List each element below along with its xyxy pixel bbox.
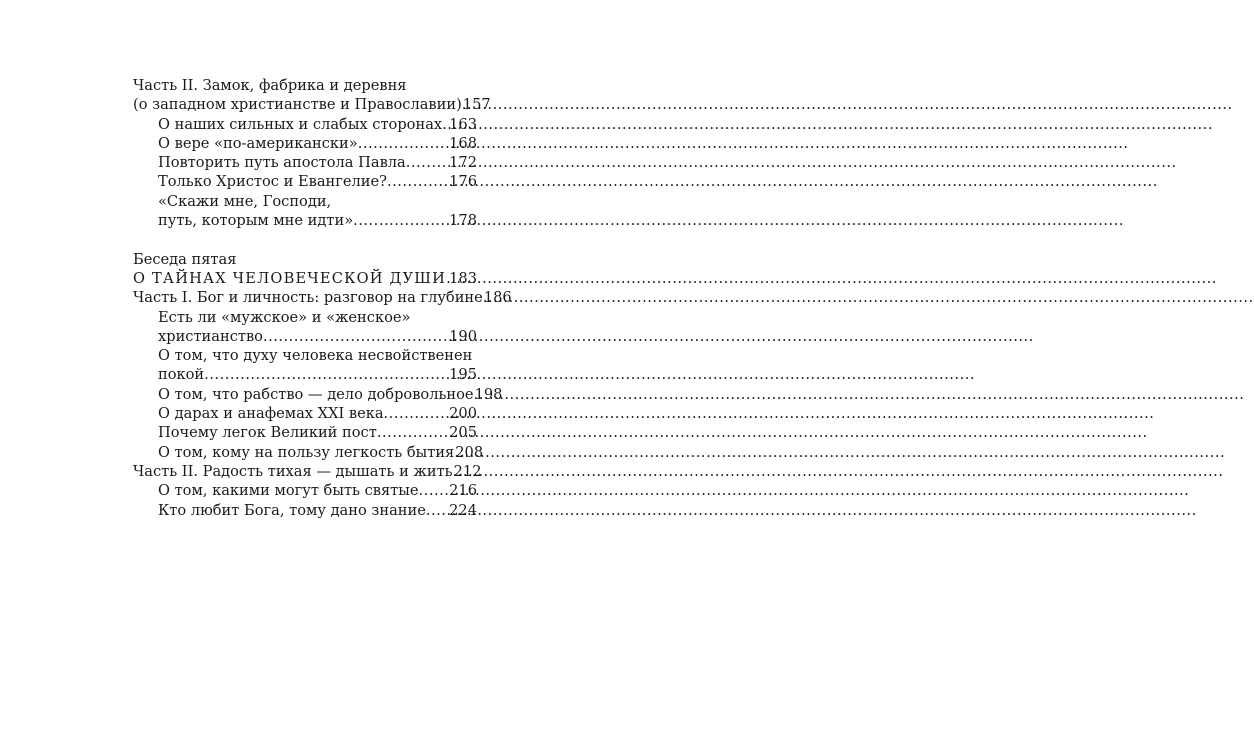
page-number: 178 [449,212,477,230]
toc-entry: Только Христос и Евангелие? ..... 176 [133,172,477,191]
page-number: 183 [449,269,477,287]
toc-entry: Кто любит Бога, тому дано знание ..... 224 [133,501,477,520]
toc-entry: О наших сильных и слабых сторонах ..... 163 [133,115,477,134]
page-number: 186 [483,289,512,307]
table-of-contents [133,76,512,520]
page-number: 224 [449,501,477,519]
toc-talk-title: О ТАЙНАХ ЧЕЛОВЕЧЕСКОЙ ДУШИ ..... 183 [133,269,477,288]
toc-entry: путь, которым мне идти» ..... 178 [133,211,477,230]
toc-entry: Повторить путь апостола Павла ..... 172 [133,153,477,172]
page-number: 172 [449,154,477,172]
toc-entry: «Скажи мне, Господи, [158,192,332,210]
page-number: 198 [474,385,503,403]
page-number: 200 [449,405,477,423]
page-number: 212 [453,462,482,480]
toc-entry: (о западном христианстве и Православии) 157 [133,96,491,114]
toc-entry: Почему легок Великий пост ..... 205 [133,423,477,442]
toc-entry: Есть ли «мужское» и «женское» [158,308,411,326]
toc-entry: О том, что духу человека несвойственен [158,347,473,365]
page-number: 195 [449,366,477,384]
page-number: 163 [449,115,477,133]
toc-entry: О вере «по-американски» ..... 168 [133,134,477,153]
toc-part1-heading: Часть I. Бог и личность: разговор на глубине 186 [133,289,512,307]
toc-entry: О том, кому на пользу легкость бытия 208 [158,443,484,461]
toc-entry: христианство ..... 190 [133,327,477,346]
toc-part2-heading: Часть II. Замок, фабрика и деревня [133,77,407,94]
toc-talk-label: Беседа пятая [133,250,237,268]
toc-entry: О том, какими могут быть святые ..... 216 [133,481,477,500]
toc-entry: О том, что рабство — дело добровольное 198 [158,385,503,403]
page-number: 176 [449,173,477,191]
page-number: 208 [455,443,484,461]
toc-entry: О дарах и анафемах XXI века ..... 200 [133,404,477,423]
page-number: 205 [449,424,477,442]
page-number: 157 [462,96,491,114]
toc-entry: покой ..... 195 [133,365,477,384]
page-number: 190 [449,327,477,345]
page-number: 216 [449,482,477,500]
page-number: 168 [449,134,477,152]
toc-part2b-heading: Часть II. Радость тихая — дышать и жить 212 [133,462,482,480]
